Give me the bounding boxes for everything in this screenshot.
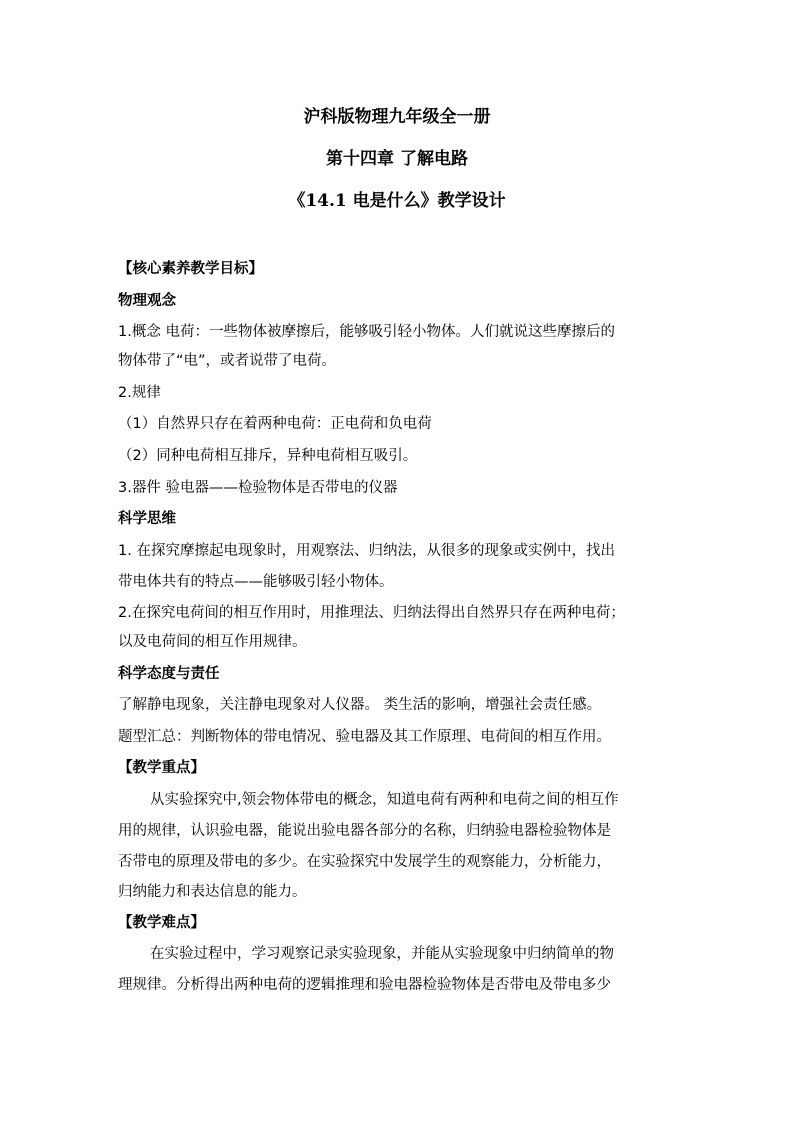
- physics-concept-line: 3.器件 验电器——检验物体是否带电的仪器: [118, 480, 398, 496]
- physics-concept-heading: 物理观念: [118, 293, 176, 309]
- physics-concept-line: 1.概念 电荷：一些物体被摩擦后，能够吸引轻小物体。人们就说这些摩擦后的: [118, 324, 615, 340]
- chapter-title: 第十四章 了解电路: [326, 149, 468, 169]
- scientific-thinking-line: 带电体共有的特点——能够吸引轻小物体。: [118, 574, 394, 590]
- difficulties-line: 在实验过程中，学习观察记录实验现象，并能从实验现象中归纳简单的物: [150, 946, 614, 962]
- key-points-line: 从实验探究中,领会物体带电的概念，知道电荷有两种和电荷之间的相互作: [150, 792, 619, 808]
- scientific-thinking-heading: 科学思维: [118, 511, 176, 527]
- physics-concept-line: （2）同种电荷相互排斥，异种电荷相互吸引。: [118, 448, 418, 464]
- document-title: 沪科版物理九年级全一册: [303, 107, 491, 127]
- key-points-line: 用的规律，认识验电器，能说出验电器各部分的名称，归纳验电器检验物体是: [118, 823, 611, 839]
- key-points-heading: 【教学重点】: [118, 760, 205, 776]
- goals-heading: 【核心素养教学目标】: [118, 261, 263, 277]
- key-points-line: 否带电的原理及带电的多少。在实验探究中发展学生的观察能力，分析能力，: [118, 854, 611, 870]
- attitude-line: 题型汇总：判断物体的带电情况、验电器及其工作原理、电荷间的相互作用。: [118, 729, 611, 745]
- scientific-thinking-line: 1. 在探究摩擦起电现象时，用观察法、归纳法，从很多的现象或实例中，找出: [118, 543, 615, 559]
- scientific-thinking-line: 2.在探究电荷间的相互作用时，用推理法、归纳法得出自然界只存在两种电荷；: [118, 605, 625, 621]
- lesson-title: 《14.1 电是什么》教学设计: [288, 191, 506, 211]
- difficulties-line: 理规律。分析得出两种电荷的逻辑推理和验电器检验物体是否带电及带电多少: [118, 977, 611, 993]
- attitude-heading: 科学态度与责任: [118, 666, 220, 682]
- physics-concept-line: （1）自然界只存在着两种电荷：正电荷和负电荷: [118, 416, 432, 432]
- scientific-thinking-line: 以及电荷间的相互作用规律。: [118, 634, 307, 650]
- physics-concept-line: 物体带了“电”，或者说带了电荷。: [118, 353, 337, 369]
- key-points-line: 归纳能力和表达信息的能力。: [118, 884, 307, 900]
- attitude-line: 了解静电现象，关注静电现象对人仪器。 类生活的影响，增强社会责任感。: [118, 697, 602, 713]
- difficulties-heading: 【教学难点】: [118, 915, 205, 931]
- physics-concept-line: 2.规律: [118, 385, 161, 401]
